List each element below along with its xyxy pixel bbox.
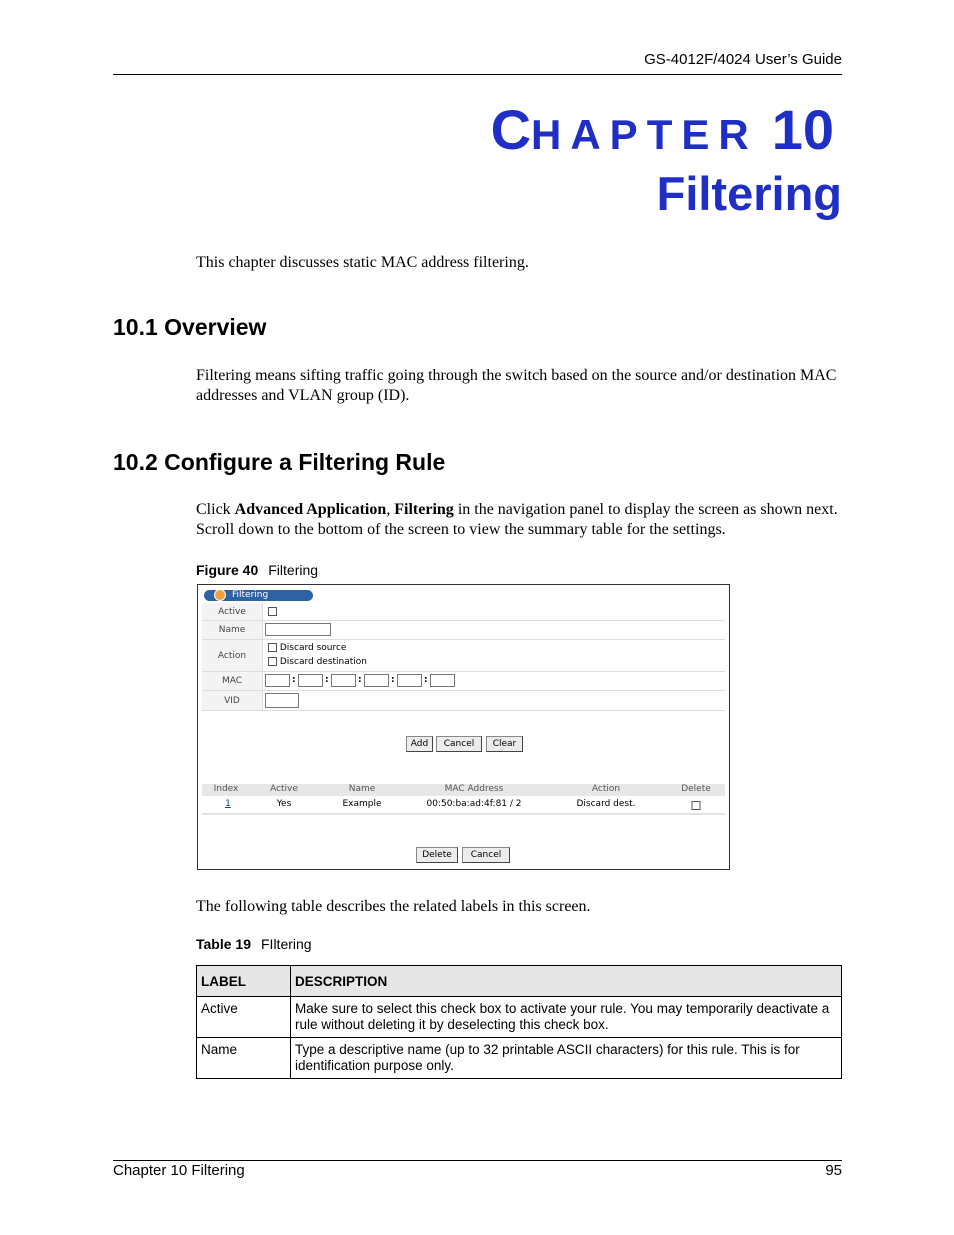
- tab-bullet-icon: [214, 589, 226, 601]
- cancel-button[interactable]: Cancel: [436, 736, 482, 752]
- mac-separator: :: [424, 675, 428, 685]
- header-description: DESCRIPTION: [291, 966, 842, 997]
- col-mac-address: MAC Address: [444, 784, 504, 794]
- vid-input[interactable]: [265, 693, 299, 708]
- running-header: GS-4012F/4024 User’s Guide: [644, 51, 842, 68]
- cell-description: Type a descriptive name (up to 32 printable ASCII characters) for this rule. This is for identification purpose only.: [291, 1038, 842, 1079]
- label-name: Name: [202, 621, 263, 639]
- row-mac: [202, 672, 725, 691]
- figure-title: Filtering: [268, 562, 319, 578]
- overview-paragraph: Filtering means sifting traffic going through the switch based on the source and/or destination MAC addresses and VLAN group (ID).: [196, 367, 837, 404]
- chapter-heading: [491, 97, 834, 162]
- mac-separator: :: [325, 675, 329, 685]
- mac-octet-input[interactable]: [298, 674, 323, 687]
- following-paragraph: The following table describes the related labels in this screen.: [196, 898, 591, 915]
- filtering-screenshot: [197, 584, 730, 870]
- description-table: [196, 965, 842, 1079]
- chapter-word: HAPTER: [531, 111, 758, 158]
- section-heading-configure: 10.2 Configure a Filtering Rule: [113, 449, 446, 475]
- footer-rule: [113, 1160, 842, 1161]
- cell-description: Make sure to select this check box to activate your rule. You may temporarily deactivate a rule without deleting it by deselecting this check box.: [291, 997, 842, 1038]
- mac-octet-input[interactable]: [364, 674, 389, 687]
- table-header-row: [197, 966, 842, 997]
- cell-label: Name: [197, 1038, 291, 1079]
- name-input[interactable]: [265, 623, 331, 636]
- discard-source-checkbox[interactable]: [268, 643, 277, 652]
- row-name: Example: [342, 799, 382, 809]
- text-run: in the navigation panel to display the screen as shown next. Scroll down to the bottom of the screen to view the summary table for the settings.: [196, 501, 838, 538]
- label-active: Active: [202, 603, 263, 620]
- summary-table-header: [202, 784, 725, 796]
- table-row: [197, 1038, 842, 1079]
- label-mac: MAC: [202, 672, 263, 690]
- cancel-bottom-button[interactable]: Cancel: [462, 847, 510, 863]
- row-name: [202, 621, 725, 640]
- mac-octet-input[interactable]: [430, 674, 455, 687]
- discard-destination-option[interactable]: [268, 657, 367, 667]
- screen-tab-title: Filtering: [232, 590, 269, 600]
- row-active: Yes: [276, 799, 292, 809]
- bold-filtering: Filtering: [394, 501, 454, 518]
- discard-destination-label: Discard destination: [279, 657, 368, 667]
- screen-tab: [204, 590, 313, 601]
- table-title: FIltering: [261, 936, 312, 952]
- text-run: ,: [386, 501, 395, 518]
- clear-button[interactable]: Clear: [486, 736, 523, 752]
- discard-source-option[interactable]: [268, 643, 346, 653]
- intro-paragraph: This chapter discusses static MAC address filtering.: [196, 254, 529, 271]
- footer-chapter: Chapter 10 Filtering: [113, 1162, 245, 1179]
- bold-advanced-application: Advanced Application: [234, 501, 387, 518]
- add-button[interactable]: Add: [406, 736, 433, 752]
- figure-label: Figure 40: [196, 562, 259, 578]
- cell-label: Active: [197, 997, 291, 1038]
- table-row: [202, 799, 725, 811]
- mac-octet-input[interactable]: [331, 674, 356, 687]
- col-active: Active: [270, 784, 298, 794]
- header-rule: [113, 74, 842, 75]
- row-mac-address: 00:50:ba:ad:4f:81 / 2: [426, 799, 522, 809]
- delete-button[interactable]: Delete: [416, 847, 458, 863]
- configure-paragraph: [196, 500, 846, 540]
- table-row: [197, 997, 842, 1038]
- header-label: LABEL: [197, 966, 291, 997]
- text-run: Click: [196, 501, 235, 518]
- discard-source-label: Discard source: [279, 643, 347, 653]
- label-action: Action: [202, 640, 263, 671]
- row-active: [202, 603, 725, 621]
- mac-octet-input[interactable]: [397, 674, 422, 687]
- row-index-link[interactable]: 1: [225, 799, 231, 809]
- row-action: Discard dest.: [576, 799, 636, 809]
- table-divider: [202, 813, 725, 815]
- mac-separator: :: [391, 675, 395, 685]
- col-action: Action: [591, 784, 621, 794]
- mac-separator: :: [358, 675, 362, 685]
- table-caption: [196, 936, 312, 952]
- mac-separator: :: [292, 675, 296, 685]
- row-action: [202, 640, 725, 672]
- col-index: Index: [213, 784, 239, 794]
- page-number: 95: [825, 1162, 842, 1179]
- mac-octet-input[interactable]: [265, 674, 290, 687]
- active-checkbox[interactable]: [268, 607, 277, 616]
- discard-destination-checkbox[interactable]: [268, 657, 277, 666]
- chapter-initial: C: [490, 98, 532, 161]
- chapter-number: 10: [771, 98, 834, 161]
- label-vid: VID: [202, 691, 263, 710]
- table-label: Table 19: [196, 936, 251, 952]
- col-name: Name: [348, 784, 376, 794]
- row-delete-checkbox[interactable]: [692, 801, 701, 810]
- section-heading-overview: 10.1 Overview: [113, 314, 267, 340]
- figure-caption: [196, 562, 318, 578]
- col-delete: Delete: [681, 784, 711, 794]
- chapter-name: Filtering: [656, 167, 842, 220]
- row-vid: [202, 691, 725, 711]
